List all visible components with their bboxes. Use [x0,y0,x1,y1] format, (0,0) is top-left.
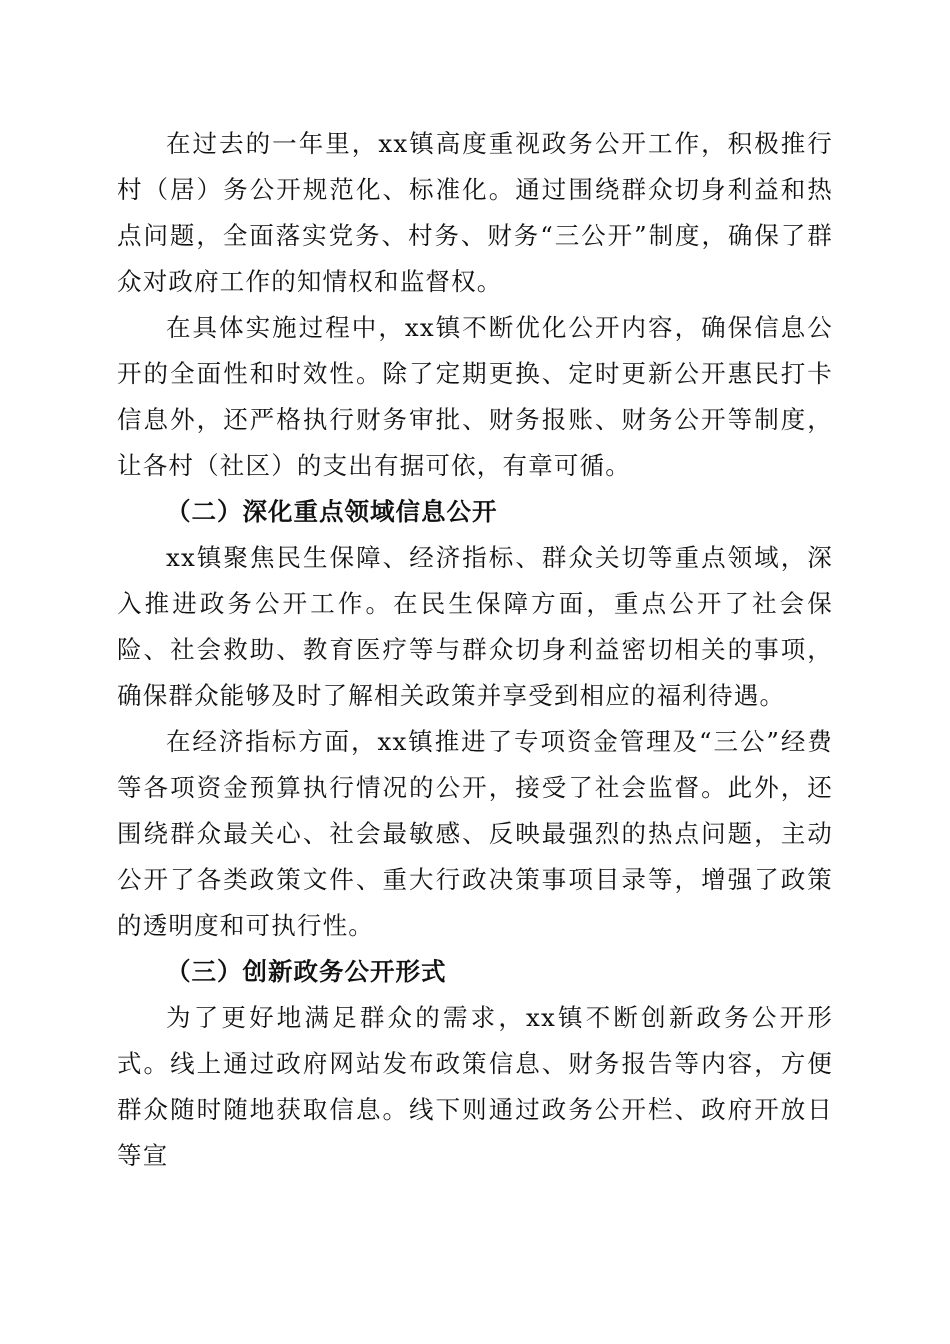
paragraph-innovation: 为了更好地满足群众的需求，xx镇不断创新政务公开形式。线上通过政府网站发布政策信息、财务报告等内容，方便群众随时随地获取信息。线下则通过政务公开栏、政府开放日等宣 [117,1003,833,1170]
paragraph-transparency-overview: 在过去的一年里，xx镇高度重视政务公开工作，积极推行村（居）务公开规范化、标准化。通过围绕群众切身利益和热点问题，全面落实党务、村务、财务“三公开”制度，确保了群众对政府工作的知情权和监督权。 [117,129,833,296]
paragraph-economic-indicators: 在经济指标方面，xx镇推进了专项资金管理及“三公”经费等各项资金预算执行情况的公开，接受了社会监督。此外，还围绕群众最关心、社会最敏感、反映最强烈的热点问题，主动公开了各类政策文件、重大行政决策事项目录等，增强了政策的透明度和可执行性。 [117,727,833,940]
document-body [117,121,833,1179]
section-heading-innovation: （三）创新政务公开形式 [166,957,447,986]
paragraph-implementation: 在具体实施过程中，xx镇不断优化公开内容，确保信息公开的全面性和时效性。除了定期更换、定时更新公开惠民打卡信息外，还严格执行财务审批、财务报账、财务公开等制度，让各村（社区）的支出有据可依，有章可循。 [117,313,833,480]
section-heading-key-areas: （二）深化重点领域信息公开 [166,497,498,526]
paragraph-livelihood: xx镇聚焦民生保障、经济指标、群众关切等重点领域，深入推进政务公开工作。在民生保障方面，重点公开了社会保险、社会救助、教育医疗等与群众切身利益密切相关的事项，确保群众能够及时了解相关政策并享受到相应的福利待遇。 [117,543,833,710]
